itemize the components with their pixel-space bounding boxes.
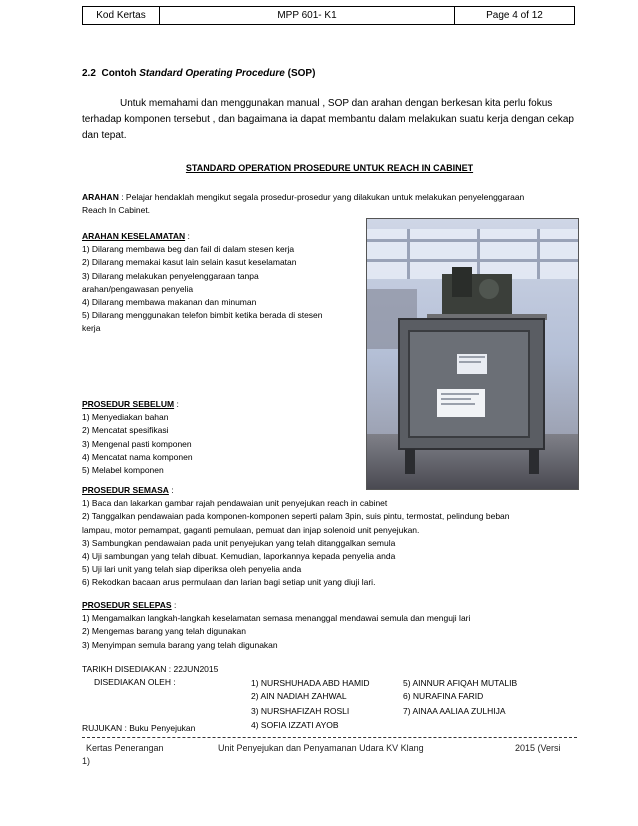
section-number: 2.2 bbox=[82, 68, 96, 79]
list-item: 4) Uji sambungan yang telah dibuat. Kemudian, laporkannya kepada penyelia anda bbox=[82, 551, 396, 562]
keselamatan-suffix: : bbox=[185, 231, 190, 241]
arahan-block bbox=[82, 191, 577, 217]
section-title-italic: Standard Operating Procedure bbox=[139, 68, 285, 79]
list-item: 5) AINNUR AFIQAH MUTALIB bbox=[403, 678, 518, 688]
list-item: 5) Dilarang menggunakan telefon bimbit ketika berada di stesen bbox=[82, 310, 323, 321]
header-code: MPP 601- K1 bbox=[160, 7, 455, 25]
list-item: 3) Menyimpan semula barang yang telah digunakan bbox=[82, 639, 278, 650]
disediakan-oleh-label: DISEDIAKAN OLEH : bbox=[94, 677, 176, 687]
sebelum-suffix: : bbox=[174, 399, 179, 409]
list-item: 5) Melabel komponen bbox=[82, 465, 164, 476]
footer-overflow: 1) bbox=[82, 756, 91, 766]
list-item: 1) Mengamalkan langkah-langkah keselamatan semasa menanggal mendawai semula dan menguji lari bbox=[82, 613, 471, 624]
list-item: 2) AIN NADIAH ZAHWAL bbox=[251, 691, 347, 702]
section-title-suffix: (SOP) bbox=[287, 68, 316, 79]
reach-in-cabinet-photo bbox=[366, 218, 579, 490]
section-title-prefix: Contoh bbox=[101, 68, 137, 79]
names-column-1 bbox=[251, 677, 370, 732]
semasa-label: PROSEDUR SEMASA bbox=[82, 485, 169, 495]
section-title bbox=[82, 68, 315, 79]
list-item: 2) Dilarang memakai kasut lain selain kasut keselamatan bbox=[82, 257, 297, 268]
sebelum-block bbox=[82, 398, 193, 477]
intro-paragraph bbox=[82, 96, 577, 144]
semasa-block bbox=[82, 484, 510, 590]
footer-right: 2015 (Versi bbox=[515, 743, 561, 753]
list-item: 2) Tanggalkan pendawaian pada komponen-komponen seperti palam 3pin, suis pintu, termostat, pelindung beban bbox=[82, 511, 510, 522]
footer-divider bbox=[82, 737, 577, 738]
list-item: 3) Mengenal pasti komponen bbox=[82, 438, 192, 449]
list-item: 6) Rekodkan bacaan arus permulaan dan larian bagi setiap unit yang diuji lari. bbox=[82, 577, 376, 588]
selepas-label: PROSEDUR SELEPAS bbox=[82, 600, 172, 610]
list-item: 5) Uji lari unit yang telah siap diperiksa oleh penyelia anda bbox=[82, 564, 302, 575]
list-item: 4) Dilarang membawa makanan dan minuman bbox=[82, 297, 257, 308]
header-table bbox=[82, 6, 575, 25]
list-item: lampau, motor pemampat, gaganti pemulaan, pemuat dan injap solenoid unit penyejukan. bbox=[82, 524, 420, 535]
list-item: arahan/pengawasan penyelia bbox=[82, 283, 194, 294]
selepas-block bbox=[82, 599, 470, 652]
list-item: 1) NURSHUHADA ABD HAMID bbox=[251, 678, 370, 688]
footer-middle: Unit Penyejukan dan Penyamanan Udara KV Klang bbox=[218, 743, 424, 753]
header-page: Page 4 of 12 bbox=[455, 7, 575, 25]
list-item: 3) Sambungkan pendawaian pada unit penyejukan yang telah ditanggalkan semula bbox=[82, 537, 396, 548]
rujukan: RUJUKAN : Buku Penyejukan bbox=[82, 723, 196, 733]
sop-title: STANDARD OPERATION PROSEDURE UNTUK REACH IN CABINET bbox=[185, 163, 474, 173]
arahan-text-1: : Pelajar hendaklah mengikut segala prosedur-prosedur yang dilakukan untuk melakukan penyelenggaraan bbox=[118, 192, 525, 202]
footer-left: Kertas Penerangan bbox=[86, 743, 164, 753]
arahan-text-2: Reach In Cabinet. bbox=[82, 205, 151, 216]
list-item: 4) Mencatat nama komponen bbox=[82, 451, 193, 462]
list-item: 1) Baca dan lakarkan gambar rajah pendawaian unit penyejukan reach in cabinet bbox=[82, 498, 388, 509]
list-item: 1) Dilarang membawa beg dan fail di dalam stesen kerja bbox=[82, 244, 295, 255]
list-item: 3) Dilarang melakukan penyelenggaraan tanpa bbox=[82, 270, 259, 281]
list-item: 2) Mengemas barang yang telah digunakan bbox=[82, 626, 246, 637]
cabinet-photo-icon bbox=[367, 219, 578, 489]
keselamatan-block bbox=[82, 230, 323, 336]
names-column-2 bbox=[403, 677, 517, 719]
list-item: 2) Mencatat spesifikasi bbox=[82, 425, 169, 436]
semasa-suffix: : bbox=[168, 485, 174, 495]
arahan-label: ARAHAN bbox=[82, 192, 119, 202]
list-item: 6) NURAFINA FARID bbox=[403, 691, 484, 702]
keselamatan-label: ARAHAN KESELAMATAN bbox=[82, 231, 186, 241]
list-item: 3) NURSHAFIZAH ROSLI bbox=[251, 706, 350, 717]
list-item: kerja bbox=[82, 323, 101, 334]
list-item: 1) Menyediakan bahan bbox=[82, 412, 169, 423]
selepas-suffix: : bbox=[171, 600, 177, 610]
list-item: 7) AINAA AALIAA ZULHIJA bbox=[403, 706, 506, 717]
intro-text: Untuk memahami dan menggunakan manual , SOP dan arahan dengan berkesan kita perlu fokus terhadap komponen tersebut , dan bagaimana ia dapat membantu dalam melakukan suatu kerja dengan cekap dan tepat. bbox=[82, 98, 574, 141]
header-kod-kertas: Kod Kertas bbox=[83, 7, 160, 25]
list-item: 4) SOFIA IZZATI AYOB bbox=[251, 719, 339, 730]
tarikh-disediakan: TARIKH DISEDIAKAN : 22JUN2015 bbox=[82, 664, 219, 674]
sebelum-label: PROSEDUR SEBELUM bbox=[82, 399, 175, 409]
